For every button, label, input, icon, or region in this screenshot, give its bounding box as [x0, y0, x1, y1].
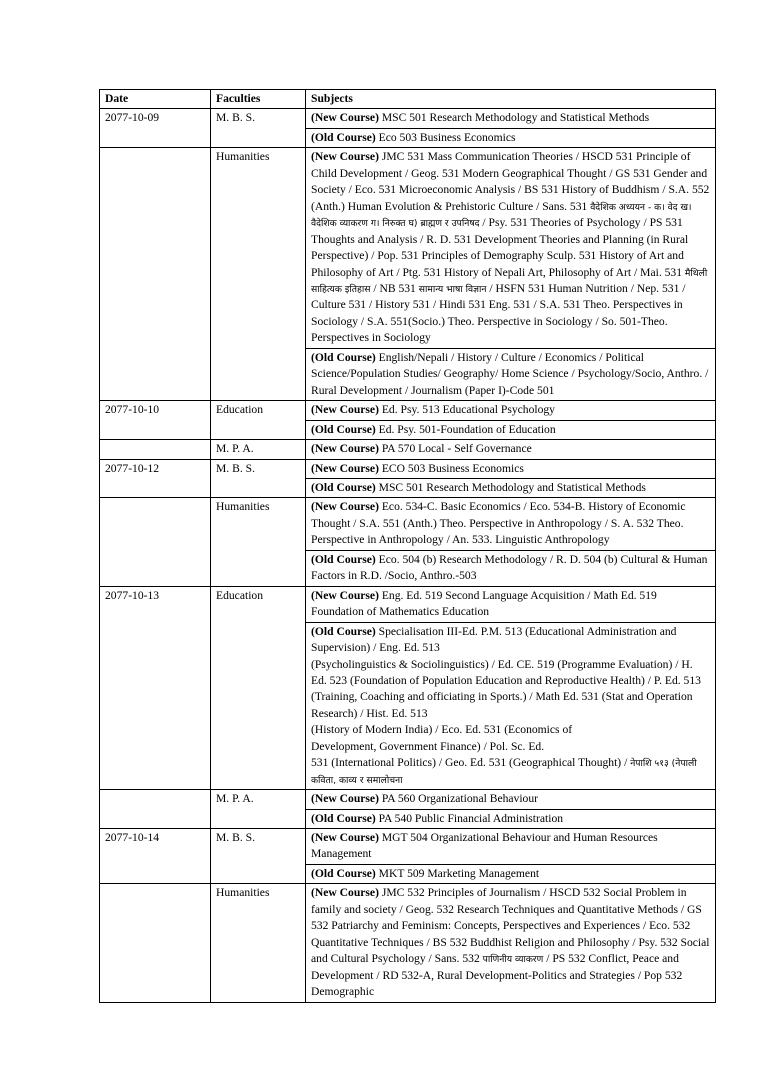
course-type-label: (New Course): [311, 403, 379, 417]
cell-subjects: [306, 420, 716, 439]
subject-text: JMC 532 Principles of Journalism / HSCD 532 Social Problem in family and society / Geog. 532 Research Techniques and Quantitative Methods / GS 532 Patriarchy and Feminism: Concepts, Perspectives and Experiences / Eco. 532 Quantitative Techniques / BS 532 Buddhist Religion and Philosophy / Psy. 532 Social and Cultural Psychology / Sans. 532: [311, 886, 710, 966]
cell-subjects: [306, 459, 716, 478]
table-body: [100, 109, 716, 1002]
cell-faculty: Education: [211, 401, 306, 440]
cell-faculty: M. P. A.: [211, 440, 306, 459]
cell-date: 2077-10-14: [100, 829, 211, 884]
subject-text-devanagari: वैदेशिक अध्ययन - क। वेद ख। वैदेशिक व्याकरण ग। निरुक्त घ) ब्राह्मण र उपनिषद: [311, 201, 692, 230]
cell-subjects: [306, 622, 716, 790]
subject-text: Eco. 504 (b) Research Methodology / R. D. 504 (b) Cultural & Human Factors in R.D. /Socio, Anthro.-503: [311, 552, 708, 583]
column-header-subjects: Subjects: [306, 90, 716, 109]
course-type-label: (Old Course): [311, 552, 376, 566]
table-row: [100, 440, 716, 459]
exam-schedule-table: [99, 89, 716, 1003]
cell-subjects: [306, 401, 716, 420]
course-type-label: (Old Course): [311, 624, 376, 638]
cell-faculty: Humanities: [211, 884, 306, 1002]
course-type-label: (New Course): [311, 831, 379, 845]
cell-subjects: [306, 790, 716, 809]
cell-date: [100, 884, 211, 1002]
subject-text: MSC 501 Research Methodology and Statistical Methods: [378, 111, 650, 125]
cell-subjects: [306, 864, 716, 883]
subject-text: Ed. Psy. 501-Foundation of Education: [375, 422, 556, 436]
course-type-label: (New Course): [311, 792, 379, 806]
subject-text: / PS 532 Conflict, Peace and Development / RD 532-A, Rural Development-Politics and Strategies / Pop 532 Demographic: [311, 952, 683, 999]
subject-text: MGT 504 Organizational Behaviour and Human Resources Management: [311, 831, 658, 861]
cell-faculty: Humanities: [211, 148, 306, 401]
course-type-label: (New Course): [311, 500, 379, 514]
cell-subjects: [306, 884, 716, 1002]
table-row: [100, 586, 716, 622]
course-type-label: (New Course): [311, 442, 379, 456]
subject-text: Eco 503 Business Economics: [375, 130, 516, 144]
table-row: [100, 401, 716, 420]
subject-text: English/Nepali / History / Culture / Economics / Political Science/Population Studies/ Geography/ Home Science / Psychology/Socio, Anthro. / Rural Development / Journalism (Paper I)-Code 501: [311, 350, 709, 397]
cell-subjects: [306, 809, 716, 828]
course-type-label: (New Course): [311, 111, 379, 125]
table-row: [100, 790, 716, 809]
course-type-label: (Old Course): [311, 350, 376, 364]
table-row: [100, 498, 716, 550]
table-row: [100, 109, 716, 128]
cell-subjects: [306, 148, 716, 348]
subject-text: MKT 509 Marketing Management: [375, 866, 540, 880]
subject-text: Specialisation III-Ed. P.M. 513 (Educational Administration and Supervision) / Eng. Ed. 513 (Psycholinguistics & Sociolinguistics) / Ed. CE. 519 (Programme Evaluation) / H. Ed. 523 (Foundation of Population Education and Reproductive Health) / P. Ed. 513 (Training, Coaching and officiating in Sports.) / Math Ed. 531 (Stat and Operation Research) / Hist. Ed. 513 (History of Modern India) / Eco. Ed. 531 (Economics of Development, Government Finance) / Pol. Sc. Ed. 531 (International Politics) / Geo. Ed. 531 (Geographical Thought) /: [311, 624, 701, 770]
cell-faculty: Humanities: [211, 498, 306, 586]
cell-subjects: [306, 498, 716, 550]
subject-text-devanagari: नेपाशि ५१३ (नेपाली कविता, काव्य र समालोचना: [311, 758, 697, 786]
subject-text-devanagari: मैथिली साहित्यक इतिहास: [311, 267, 708, 295]
course-type-label: (New Course): [311, 150, 379, 164]
cell-date: [100, 498, 211, 586]
course-type-label: (Old Course): [311, 866, 376, 880]
cell-faculty: M. B. S.: [211, 109, 306, 148]
subject-text: Eco. 534-C. Basic Economics / Eco. 534-B. History of Economic Thought / S.A. 551 (Anth.) Theo. Perspective in Anthropology / S. A. 532 Theo. Perspective in Anthropology / An. 533. Linguistic Anthropology: [311, 500, 686, 547]
cell-date: 2077-10-12: [100, 459, 211, 498]
subject-text: PA 560 Organizational Behaviour: [378, 792, 539, 806]
subject-text: Ed. Psy. 513 Educational Psychology: [378, 403, 555, 417]
subject-text: PA 540 Public Financial Administration: [375, 811, 564, 825]
subject-text: JMC 531 Mass Communication Theories / HSCD 531 Principle of Child Development / Geog. 531 Modern Geographical Thought / GS 531 Gender and Society / Eco. 531 Microeconomic Analysis / BS 531 History of Buddhism / S.A. 552 (Anth.) Human Evolution & Prehistoric Culture / Sans. 531: [311, 150, 710, 213]
cell-faculty: M. P. A.: [211, 790, 306, 829]
table-row: [100, 459, 716, 478]
course-type-label: (New Course): [311, 886, 379, 900]
cell-faculty: M. B. S.: [211, 829, 306, 884]
course-type-label: (Old Course): [311, 811, 376, 825]
cell-date: [100, 790, 211, 829]
cell-subjects: [306, 109, 716, 128]
course-type-label: (Old Course): [311, 480, 376, 494]
course-type-label: (Old Course): [311, 130, 376, 144]
subject-text-devanagari: पाणिनीय व्याकरण: [482, 954, 544, 966]
cell-date: [100, 148, 211, 401]
cell-faculty: M. B. S.: [211, 459, 306, 498]
subject-text: / HSFN 531 Human Nutrition / Nep. 531 / Culture 531 / History 531 / Hindi 531 Eng. 531 / S.A. 531 Theo. Perspectives in Sociology / S.A. 551(Socio.) Theo. Perspective in Sociology / So. 501-Theo. Perspectives in Sociology: [311, 281, 686, 345]
subject-text-devanagari: सामान्य भाषा विज्ञान: [418, 283, 487, 295]
subject-text: ECO 503 Business Economics: [378, 461, 524, 475]
subject-text: / Psy. 531 Theories of Psychology / PS 531 Thoughts and Analysis / R. D. 531 Development Theories and Planning (in Rural Perspective) / Pop. 531 Principles of Demography Sculp. 531 History of Art and Philosophy of Art / Ptg. 531 History of Nepali Art, Philosophy of Art / Mai. 531: [311, 216, 689, 279]
subject-text: / NB 531: [370, 281, 419, 295]
header-row: [100, 90, 716, 109]
cell-date: 2077-10-10: [100, 401, 211, 440]
cell-subjects: [306, 440, 716, 459]
table-row: [100, 884, 716, 1002]
column-header-faculties: Faculties: [211, 90, 306, 109]
cell-faculty: Education: [211, 586, 306, 789]
course-type-label: (Old Course): [311, 422, 376, 436]
cell-subjects: [306, 550, 716, 586]
subject-text: Eng. Ed. 519 Second Language Acquisition / Math Ed. 519 Foundation of Mathematics Education: [311, 588, 657, 619]
cell-subjects: [306, 829, 716, 865]
cell-subjects: [306, 128, 716, 147]
course-type-label: (New Course): [311, 461, 379, 475]
column-header-date: Date: [100, 90, 211, 109]
subject-text: MSC 501 Research Methodology and Statistical Methods: [375, 480, 646, 494]
cell-date: [100, 440, 211, 459]
course-type-label: (New Course): [311, 588, 379, 602]
cell-date: 2077-10-09: [100, 109, 211, 148]
cell-subjects: [306, 586, 716, 622]
cell-subjects: [306, 478, 716, 497]
subject-text: PA 570 Local - Self Governance: [378, 442, 532, 456]
cell-date: 2077-10-13: [100, 586, 211, 789]
cell-subjects: [306, 348, 716, 400]
table-row: [100, 148, 716, 348]
table-row: [100, 829, 716, 865]
table-header: [100, 90, 716, 109]
